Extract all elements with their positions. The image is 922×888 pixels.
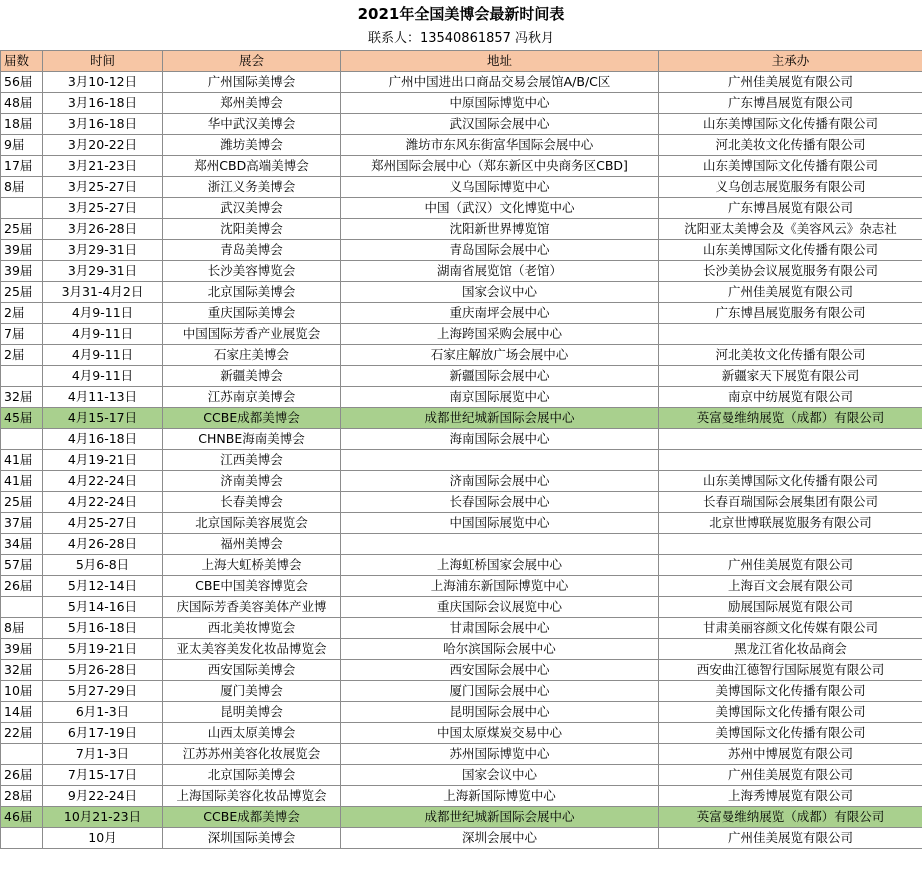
- table-row: [1, 723, 922, 744]
- expo-cell: 福州美博会: [163, 534, 341, 555]
- session-cell: 2届: [1, 345, 43, 366]
- date-cell: 5月26-28日: [43, 660, 163, 681]
- table-row: [1, 429, 922, 450]
- expo-cell: 西北美妆博览会: [163, 618, 341, 639]
- session-cell: 56届: [1, 72, 43, 93]
- table-row: [1, 303, 922, 324]
- session-cell: 26届: [1, 765, 43, 786]
- table-row: [1, 828, 922, 849]
- table-row: [1, 555, 922, 576]
- address-cell: 上海跨国采购会展中心: [341, 324, 659, 345]
- address-cell: 国家会议中心: [341, 282, 659, 303]
- session-cell: 8届: [1, 618, 43, 639]
- date-cell: 6月17-19日: [43, 723, 163, 744]
- table-row: [1, 639, 922, 660]
- table-row: [1, 513, 922, 534]
- address-cell: 厦门国际会展中心: [341, 681, 659, 702]
- session-cell: 8届: [1, 177, 43, 198]
- address-cell: 重庆南坪会展中心: [341, 303, 659, 324]
- date-cell: 3月26-28日: [43, 219, 163, 240]
- expo-cell: 山西太原美博会: [163, 723, 341, 744]
- session-cell: 25届: [1, 282, 43, 303]
- expo-cell: 北京国际美容展览会: [163, 513, 341, 534]
- address-cell: 广州中国进出口商品交易会展馆A/B/C区: [341, 72, 659, 93]
- date-cell: 3月20-22日: [43, 135, 163, 156]
- host-cell: 美博国际文化传播有限公司: [659, 702, 922, 723]
- host-cell: 英富曼维纳展览（成都）有限公司: [659, 408, 922, 429]
- date-cell: 3月29-31日: [43, 240, 163, 261]
- session-cell: 9届: [1, 135, 43, 156]
- expo-cell: 上海国际美容化妆品博览会: [163, 786, 341, 807]
- date-cell: 5月12-14日: [43, 576, 163, 597]
- expo-cell: 亚太美容美发化妆品博览会: [163, 639, 341, 660]
- expo-cell: 广州国际美博会: [163, 72, 341, 93]
- expo-cell: 青岛美博会: [163, 240, 341, 261]
- host-cell: 美博国际文化传播有限公司: [659, 681, 922, 702]
- session-cell: 26届: [1, 576, 43, 597]
- table-row: [1, 660, 922, 681]
- expo-cell: 厦门美博会: [163, 681, 341, 702]
- address-cell: 上海虹桥国家会展中心: [341, 555, 659, 576]
- host-cell: 西安曲江德智行国际展览有限公司: [659, 660, 922, 681]
- host-cell: 长春百瑞国际会展集团有限公司: [659, 492, 922, 513]
- table-row: [1, 744, 922, 765]
- address-cell: [341, 534, 659, 555]
- host-cell: 美博国际文化传播有限公司: [659, 723, 922, 744]
- session-cell: [1, 744, 43, 765]
- expo-cell: 郑州美博会: [163, 93, 341, 114]
- expo-cell: 昆明美博会: [163, 702, 341, 723]
- address-cell: 沈阳新世界博览馆: [341, 219, 659, 240]
- address-cell: 青岛国际会展中心: [341, 240, 659, 261]
- date-cell: 3月31-4月2日: [43, 282, 163, 303]
- date-cell: 4月9-11日: [43, 345, 163, 366]
- table-row: [1, 261, 922, 282]
- host-cell: [659, 450, 922, 471]
- table-row: [1, 450, 922, 471]
- host-cell: 上海百文会展有限公司: [659, 576, 922, 597]
- host-cell: [659, 534, 922, 555]
- address-cell: 国家会议中心: [341, 765, 659, 786]
- table-row: [1, 765, 922, 786]
- date-cell: 6月1-3日: [43, 702, 163, 723]
- host-cell: 广东博昌展览有限公司: [659, 198, 922, 219]
- date-cell: 3月16-18日: [43, 114, 163, 135]
- session-cell: 39届: [1, 639, 43, 660]
- header-session: 届数: [1, 51, 43, 72]
- address-cell: 上海浦东新国际博览中心: [341, 576, 659, 597]
- date-cell: 5月19-21日: [43, 639, 163, 660]
- host-cell: 山东美博国际文化传播有限公司: [659, 156, 922, 177]
- expo-cell: 中国国际芳香产业展览会: [163, 324, 341, 345]
- host-cell: 上海秀博展览有限公司: [659, 786, 922, 807]
- session-cell: 14届: [1, 702, 43, 723]
- session-cell: 7届: [1, 324, 43, 345]
- date-cell: 10月: [43, 828, 163, 849]
- address-cell: 成都世纪城新国际会展中心: [341, 408, 659, 429]
- date-cell: 4月9-11日: [43, 324, 163, 345]
- table-row: [1, 492, 922, 513]
- table-row: [1, 324, 922, 345]
- address-cell: 潍坊市东风东街富华国际会展中心: [341, 135, 659, 156]
- host-cell: 广州佳美展览有限公司: [659, 765, 922, 786]
- host-cell: [659, 324, 922, 345]
- host-cell: 广东博昌展览服务有限公司: [659, 303, 922, 324]
- header-address: 地址: [341, 51, 659, 72]
- host-cell: 广州佳美展览有限公司: [659, 555, 922, 576]
- host-cell: 山东美博国际文化传播有限公司: [659, 471, 922, 492]
- schedule-table: [0, 50, 922, 849]
- address-cell: 哈尔滨国际会展中心: [341, 639, 659, 660]
- expo-cell: 深圳国际美博会: [163, 828, 341, 849]
- host-cell: 新疆家天下展览有限公司: [659, 366, 922, 387]
- table-row: [1, 72, 922, 93]
- expo-cell: 新疆美博会: [163, 366, 341, 387]
- host-cell: 山东美博国际文化传播有限公司: [659, 240, 922, 261]
- host-cell: 沈阳亚太美博会及《美容风云》杂志社: [659, 219, 922, 240]
- expo-cell: 济南美博会: [163, 471, 341, 492]
- date-cell: 4月9-11日: [43, 366, 163, 387]
- table-row: [1, 807, 922, 828]
- table-row: [1, 786, 922, 807]
- address-cell: 中国国际展览中心: [341, 513, 659, 534]
- host-cell: 义乌创志展览服务有限公司: [659, 177, 922, 198]
- expo-cell: 沈阳美博会: [163, 219, 341, 240]
- date-cell: 3月16-18日: [43, 93, 163, 114]
- address-cell: 石家庄解放广场会展中心: [341, 345, 659, 366]
- expo-cell: 江苏苏州美容化妆展览会: [163, 744, 341, 765]
- expo-cell: 浙江义务美博会: [163, 177, 341, 198]
- host-cell: 河北美妆文化传播有限公司: [659, 345, 922, 366]
- host-cell: 广州佳美展览有限公司: [659, 282, 922, 303]
- date-cell: 10月21-23日: [43, 807, 163, 828]
- session-cell: 22届: [1, 723, 43, 744]
- address-cell: 济南国际会展中心: [341, 471, 659, 492]
- table-row: [1, 576, 922, 597]
- address-cell: 重庆国际会议展览中心: [341, 597, 659, 618]
- table-row: [1, 534, 922, 555]
- date-cell: 5月6-8日: [43, 555, 163, 576]
- date-cell: 3月25-27日: [43, 198, 163, 219]
- expo-cell: CCBE成都美博会: [163, 807, 341, 828]
- address-cell: 湖南省展览馆（老馆）: [341, 261, 659, 282]
- date-cell: 4月26-28日: [43, 534, 163, 555]
- address-cell: 中国（武汉）文化博览中心: [341, 198, 659, 219]
- host-cell: 黑龙江省化妆品商会: [659, 639, 922, 660]
- session-cell: 41届: [1, 471, 43, 492]
- host-cell: 广州佳美展览有限公司: [659, 72, 922, 93]
- session-cell: 25届: [1, 219, 43, 240]
- table-row: [1, 240, 922, 261]
- expo-cell: 石家庄美博会: [163, 345, 341, 366]
- date-cell: 5月14-16日: [43, 597, 163, 618]
- host-cell: 南京中纺展览有限公司: [659, 387, 922, 408]
- date-cell: 5月16-18日: [43, 618, 163, 639]
- host-cell: 英富曼维纳展览（成都）有限公司: [659, 807, 922, 828]
- address-cell: 海南国际会展中心: [341, 429, 659, 450]
- address-cell: 甘肃国际会展中心: [341, 618, 659, 639]
- session-cell: [1, 429, 43, 450]
- date-cell: 7月15-17日: [43, 765, 163, 786]
- session-cell: 37届: [1, 513, 43, 534]
- header-host: 主承办: [659, 51, 922, 72]
- header-date: 时间: [43, 51, 163, 72]
- session-cell: 10届: [1, 681, 43, 702]
- date-cell: 3月10-12日: [43, 72, 163, 93]
- table-row: [1, 387, 922, 408]
- date-cell: 4月11-13日: [43, 387, 163, 408]
- address-cell: 苏州国际博览中心: [341, 744, 659, 765]
- session-cell: [1, 366, 43, 387]
- table-row: [1, 177, 922, 198]
- address-cell: 昆明国际会展中心: [341, 702, 659, 723]
- table-row: [1, 93, 922, 114]
- host-cell: [659, 429, 922, 450]
- expo-cell: 北京国际美博会: [163, 765, 341, 786]
- host-cell: 北京世博联展览服务有限公司: [659, 513, 922, 534]
- expo-cell: 长春美博会: [163, 492, 341, 513]
- address-cell: 武汉国际会展中心: [341, 114, 659, 135]
- session-cell: 32届: [1, 660, 43, 681]
- table-row: [1, 345, 922, 366]
- date-cell: 4月15-17日: [43, 408, 163, 429]
- table-row: [1, 219, 922, 240]
- address-cell: 上海新国际博览中心: [341, 786, 659, 807]
- address-cell: 成都世纪城新国际会展中心: [341, 807, 659, 828]
- session-cell: 2届: [1, 303, 43, 324]
- host-cell: 甘肃美丽容颜文化传媒有限公司: [659, 618, 922, 639]
- header-row: [1, 51, 922, 72]
- expo-cell: 上海大虹桥美博会: [163, 555, 341, 576]
- session-cell: 57届: [1, 555, 43, 576]
- session-cell: 45届: [1, 408, 43, 429]
- table-row: [1, 471, 922, 492]
- session-cell: 39届: [1, 261, 43, 282]
- session-cell: 17届: [1, 156, 43, 177]
- date-cell: 4月19-21日: [43, 450, 163, 471]
- table-row: [1, 408, 922, 429]
- table-row: [1, 282, 922, 303]
- address-cell: 长春国际会展中心: [341, 492, 659, 513]
- expo-cell: 华中武汉美博会: [163, 114, 341, 135]
- table-row: [1, 156, 922, 177]
- date-cell: 4月9-11日: [43, 303, 163, 324]
- session-cell: 28届: [1, 786, 43, 807]
- date-cell: 5月27-29日: [43, 681, 163, 702]
- host-cell: 励展国际展览有限公司: [659, 597, 922, 618]
- table-row: [1, 618, 922, 639]
- expo-cell: 潍坊美博会: [163, 135, 341, 156]
- address-cell: 义乌国际博览中心: [341, 177, 659, 198]
- date-cell: 3月21-23日: [43, 156, 163, 177]
- header-expo: 展会: [163, 51, 341, 72]
- expo-cell: 西安国际美博会: [163, 660, 341, 681]
- date-cell: 4月25-27日: [43, 513, 163, 534]
- sheet-title: 2021年全国美博会最新时间表: [357, 5, 565, 23]
- address-cell: 中国太原煤炭交易中心: [341, 723, 659, 744]
- host-cell: 广东博昌展览有限公司: [659, 93, 922, 114]
- expo-cell: 郑州CBD高端美博会: [163, 156, 341, 177]
- date-cell: 7月1-3日: [43, 744, 163, 765]
- host-cell: 广州佳美展览有限公司: [659, 828, 922, 849]
- date-cell: 3月29-31日: [43, 261, 163, 282]
- date-cell: 3月25-27日: [43, 177, 163, 198]
- table-row: [1, 114, 922, 135]
- expo-cell: CCBE成都美博会: [163, 408, 341, 429]
- expo-cell: 江西美博会: [163, 450, 341, 471]
- session-cell: 25届: [1, 492, 43, 513]
- table-row: [1, 135, 922, 156]
- address-cell: 南京国际展览中心: [341, 387, 659, 408]
- session-cell: 48届: [1, 93, 43, 114]
- address-cell: 西安国际会展中心: [341, 660, 659, 681]
- expo-cell: 北京国际美博会: [163, 282, 341, 303]
- session-cell: [1, 597, 43, 618]
- date-cell: 9月22-24日: [43, 786, 163, 807]
- session-cell: 32届: [1, 387, 43, 408]
- table-row: [1, 366, 922, 387]
- host-cell: 长沙美协会议展览服务有限公司: [659, 261, 922, 282]
- expo-cell: 武汉美博会: [163, 198, 341, 219]
- expo-cell: 庆国际芳香美容美体产业博: [163, 597, 341, 618]
- expo-cell: CHNBE海南美博会: [163, 429, 341, 450]
- table-row: [1, 597, 922, 618]
- date-cell: 4月22-24日: [43, 492, 163, 513]
- date-cell: 4月22-24日: [43, 471, 163, 492]
- session-cell: [1, 198, 43, 219]
- session-cell: 41届: [1, 450, 43, 471]
- session-cell: 18届: [1, 114, 43, 135]
- host-cell: 河北美妆文化传播有限公司: [659, 135, 922, 156]
- expo-cell: 长沙美容博览会: [163, 261, 341, 282]
- contact-line: 联系人：13540861857 冯秋月: [367, 31, 555, 46]
- expo-cell: 江苏南京美博会: [163, 387, 341, 408]
- host-cell: 苏州中博展览有限公司: [659, 744, 922, 765]
- table-row: [1, 198, 922, 219]
- session-cell: 46届: [1, 807, 43, 828]
- session-cell: 34届: [1, 534, 43, 555]
- address-cell: 深圳会展中心: [341, 828, 659, 849]
- address-cell: 新疆国际会展中心: [341, 366, 659, 387]
- address-cell: [341, 450, 659, 471]
- address-cell: 中原国际博览中心: [341, 93, 659, 114]
- table-row: [1, 702, 922, 723]
- session-cell: 39届: [1, 240, 43, 261]
- session-cell: [1, 828, 43, 849]
- expo-cell: CBE中国美容博览会: [163, 576, 341, 597]
- expo-cell: 重庆国际美博会: [163, 303, 341, 324]
- date-cell: 4月16-18日: [43, 429, 163, 450]
- host-cell: 山东美博国际文化传播有限公司: [659, 114, 922, 135]
- address-cell: 郑州国际会展中心（郑东新区中央商务区CBD]: [341, 156, 659, 177]
- table-row: [1, 681, 922, 702]
